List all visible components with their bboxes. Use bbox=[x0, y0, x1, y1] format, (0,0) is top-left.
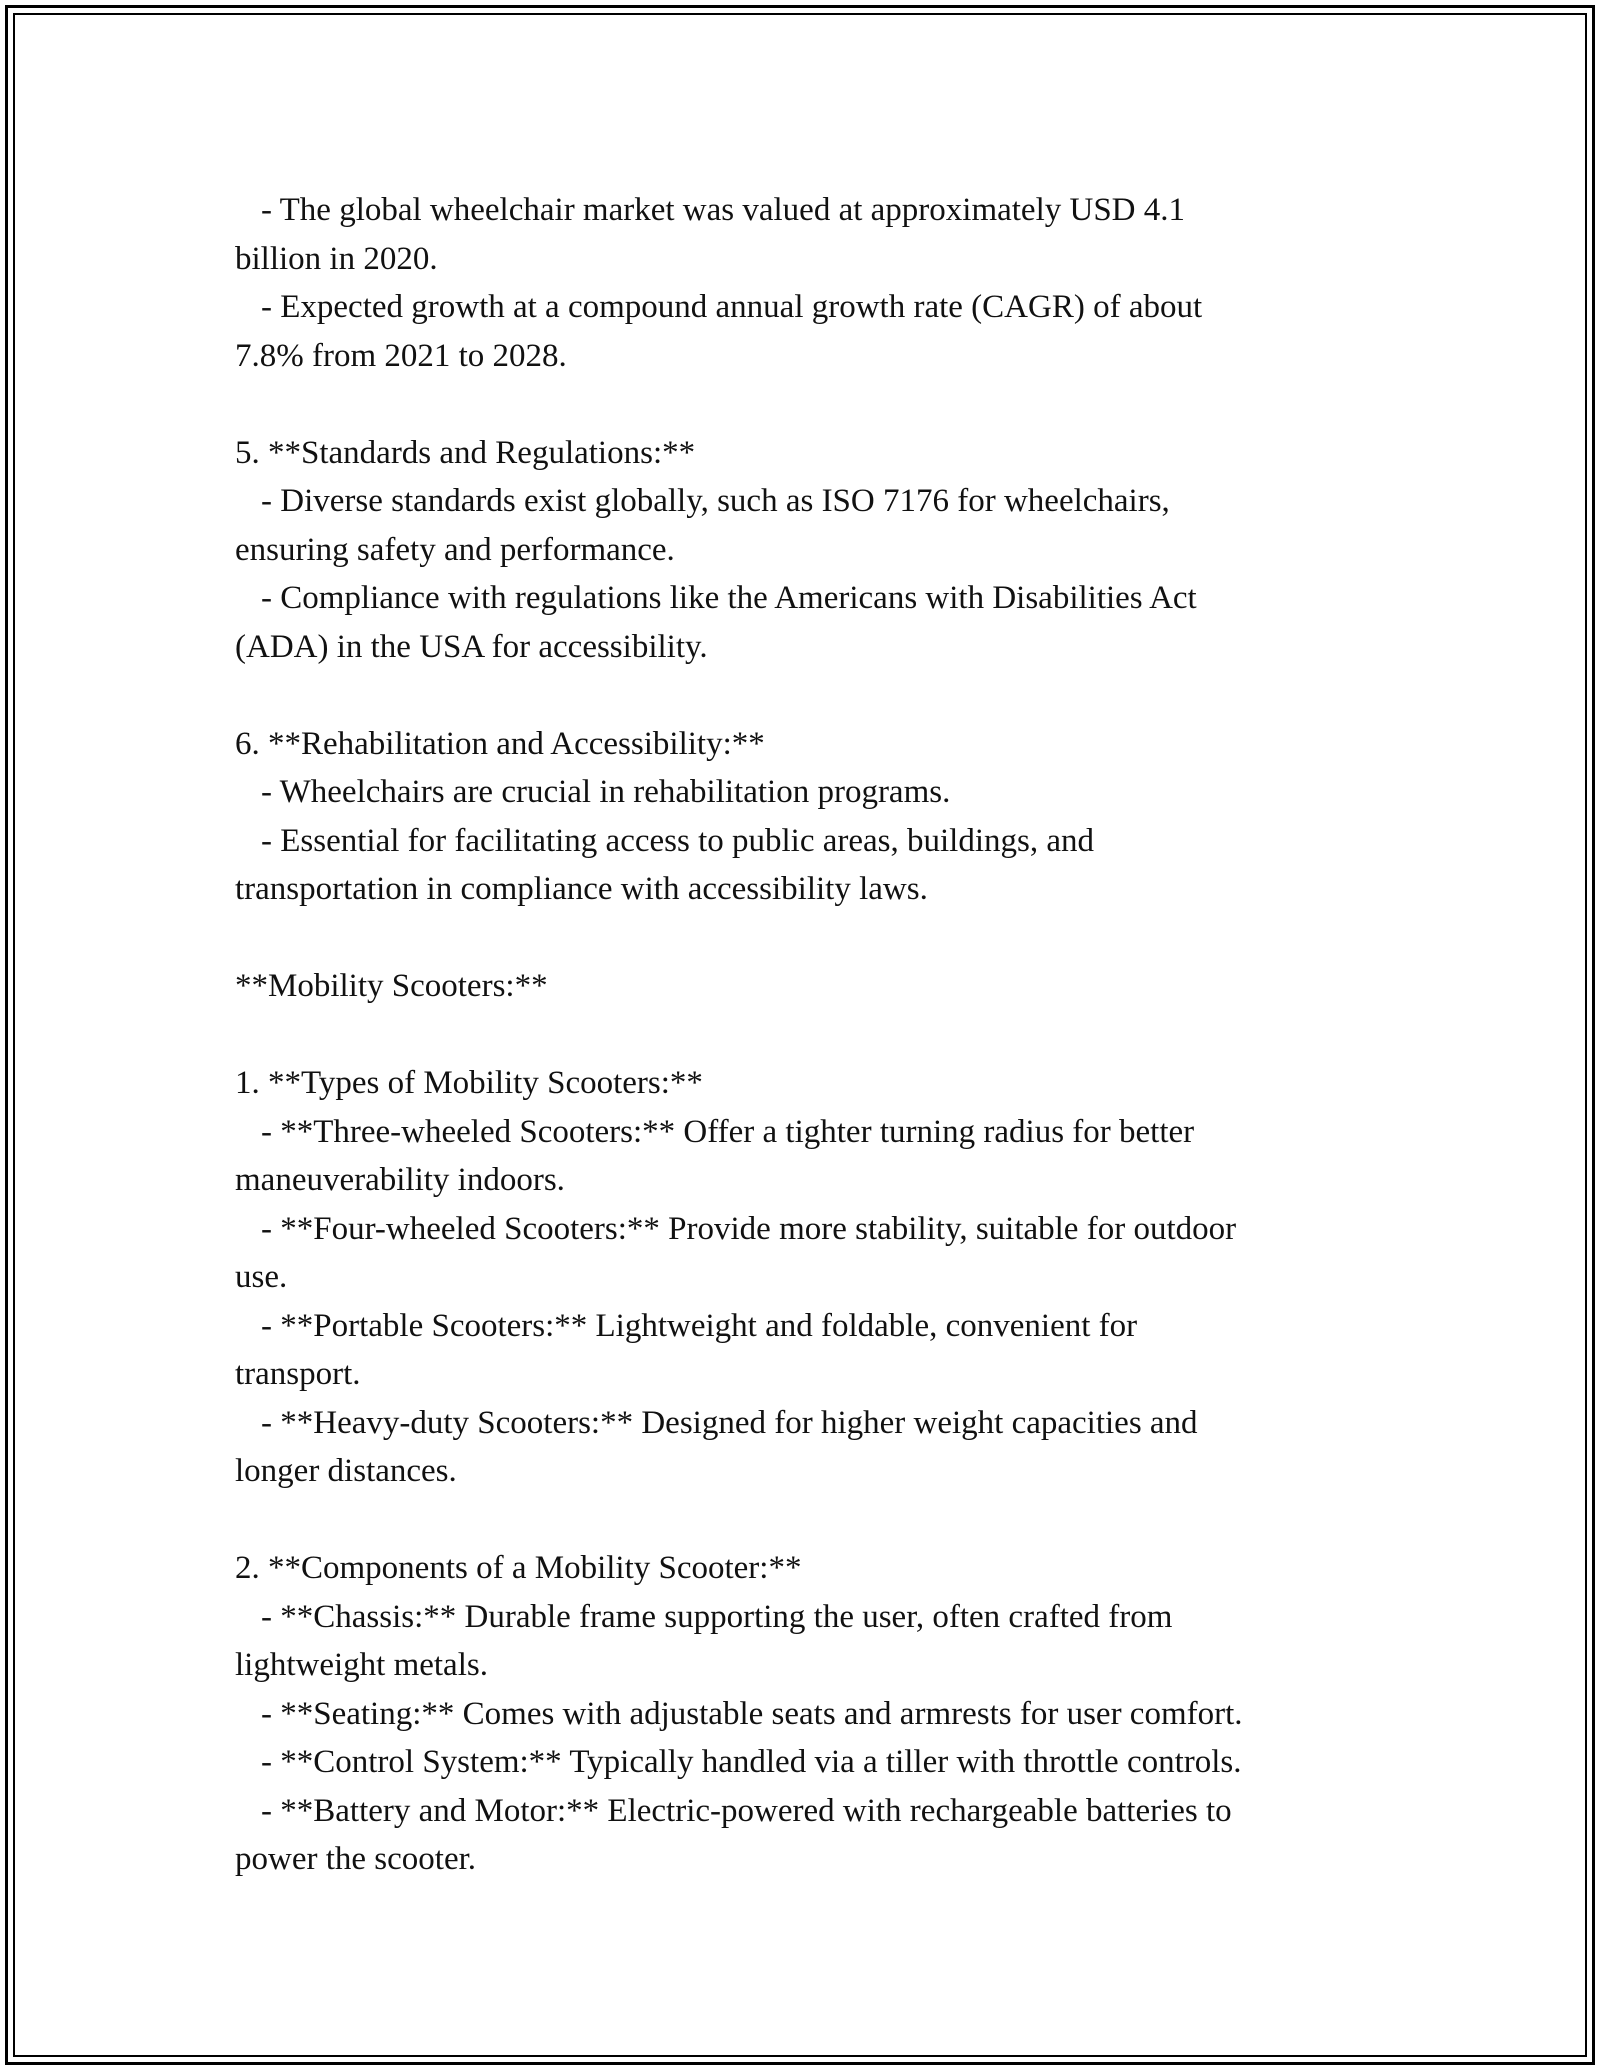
text-line: - Diverse standards exist globally, such as ISO 7176 for wheelchairs, bbox=[261, 483, 1170, 519]
text-line: - Expected growth at a compound annual growth rate (CAGR) of about bbox=[261, 289, 1203, 325]
section-standards-regulations bbox=[235, 429, 1375, 672]
section-heading: 1. **Types of Mobility Scooters:** bbox=[235, 1065, 703, 1101]
heading-mobility-scooters bbox=[235, 962, 1375, 1011]
text-line: - **Seating:** Comes with adjustable seats and armrests for user comfort. bbox=[261, 1695, 1243, 1732]
text-line: use. bbox=[235, 1259, 288, 1295]
text-line: - The global wheelchair market was valued at approximately USD 4.1 bbox=[261, 192, 1186, 228]
text-line: - **Chassis:** Durable frame supporting the user, often crafted from bbox=[261, 1598, 1173, 1635]
text-line: longer distances. bbox=[235, 1453, 457, 1489]
text-line: billion in 2020. bbox=[235, 240, 438, 277]
text-line: - Wheelchairs are crucial in rehabilitation programs. bbox=[261, 774, 951, 810]
section-heading: 2. **Components of a Mobility Scooter:** bbox=[235, 1550, 802, 1586]
text-line: - **Four-wheeled Scooters:** Provide more stability, suitable for outdoor bbox=[261, 1210, 1237, 1247]
paragraph-market-size bbox=[235, 186, 1375, 380]
paragraph-spacer bbox=[235, 671, 1375, 720]
text-line: lightweight metals. bbox=[235, 1647, 488, 1683]
text-line: transportation in compliance with accessibility laws. bbox=[235, 871, 928, 907]
text-line: - **Three-wheeled Scooters:** Offer a tighter turning radius for better bbox=[261, 1113, 1195, 1150]
section-types-of-scooters bbox=[235, 1059, 1375, 1496]
text-line: - **Control System:** Typically handled via a tiller with throttle controls. bbox=[261, 1744, 1242, 1780]
section-heading: 5. **Standards and Regulations:** bbox=[235, 434, 696, 471]
text-line: maneuverability indoors. bbox=[235, 1162, 565, 1198]
section-heading: 6. **Rehabilitation and Accessibility:** bbox=[235, 725, 765, 762]
paragraph-spacer bbox=[235, 1011, 1375, 1060]
text-line: 7.8% from 2021 to 2028. bbox=[235, 337, 567, 374]
section-scooter-components bbox=[235, 1544, 1375, 1884]
paragraph-spacer bbox=[235, 1496, 1375, 1545]
document-body bbox=[235, 186, 1375, 1884]
text-line: - Compliance with regulations like the Americans with Disabilities Act bbox=[261, 580, 1197, 616]
text-line: - **Battery and Motor:** Electric-powered with rechargeable batteries to bbox=[261, 1792, 1232, 1829]
section-title: **Mobility Scooters:** bbox=[235, 968, 548, 1004]
text-line: power the scooter. bbox=[235, 1841, 477, 1877]
text-line: ensuring safety and performance. bbox=[235, 531, 675, 568]
text-line: transport. bbox=[235, 1356, 361, 1392]
text-line: (ADA) in the USA for accessibility. bbox=[235, 628, 708, 665]
paragraph-spacer bbox=[235, 380, 1375, 429]
paragraph-spacer bbox=[235, 914, 1375, 963]
text-line: - Essential for facilitating access to public areas, buildings, and bbox=[261, 822, 1094, 859]
section-rehabilitation-accessibility bbox=[235, 720, 1375, 914]
text-line: - **Portable Scooters:** Lightweight and foldable, convenient for bbox=[261, 1307, 1138, 1344]
text-line: - **Heavy-duty Scooters:** Designed for higher weight capacities and bbox=[261, 1404, 1198, 1441]
